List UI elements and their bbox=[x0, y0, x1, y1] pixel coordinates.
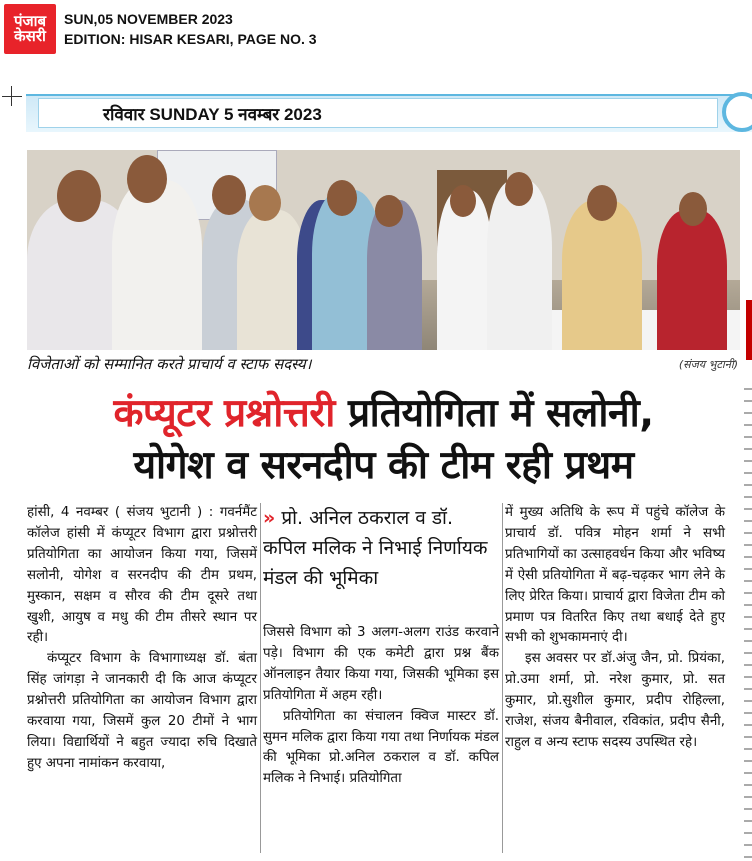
headline-line1-rest: प्रतियोगिता में सलोनी, bbox=[347, 391, 654, 436]
article-paragraph: में मुख्य अतिथि के रूप में पहुंचे कॉलेज के प्राचार्य डॉ. पवित्र मोहन शर्मा ने सभी प्रतिभागियों का उत्साहवर्धन किया और भविष्य में ऐसी प्रतियोगिता में बढ़-चढ़कर भाग लेने के लिए प्रेरित किया। प्राचार्य द्वारा विजेता टीम को प्रमाण पत्र वितरित किए तथा बधाई देते हुए सभी को शुभकामनाएं दी। bbox=[505, 505, 725, 646]
edition-page: EDITION: HISAR KESARI, PAGE NO. 3 bbox=[64, 31, 317, 47]
article-paragraph: हांसी, 4 नवम्बर ( संजय भुटानी ) : गवर्नमैंट कॉलेज हांसी में कंप्यूटर विभाग द्वारा प्रश्नोत्तरी प्रतियोगिता का आयोजन किया गया, जिसमें सलोनी, योगेश व सरनदीप की टीम प्रथम, मुस्कान, सक्षम व सौरव की टीम दूसरे तथा खुशी, आयुष व मधु की टीम तीसरे स्थान पर रही। bbox=[27, 505, 257, 646]
highlight-text: प्रो. अनिल ठकराल व डॉ. कपिल मलिक ने निभाई निर्णायक मंडल की भूमिका bbox=[263, 507, 488, 589]
article-paragraph: प्रतियोगिता का संचालन क्विज मास्टर डॉ. सुमन मलिक द्वारा किया गया तथा निर्णायक मंडल की भूमिका प्रो.अनिल ठकराल व डॉ. कपिल मलिक ने निभाई। प्रतियोगिता bbox=[263, 708, 499, 787]
registration-mark bbox=[2, 96, 22, 97]
photo-person-head bbox=[587, 185, 617, 221]
photo-person-head bbox=[127, 155, 167, 203]
registration-mark-vertical bbox=[11, 86, 12, 106]
photo-credit: (संजय भुटानी) bbox=[678, 358, 738, 371]
highlight-marker: » bbox=[263, 507, 276, 529]
column-divider bbox=[260, 503, 261, 853]
photo-person-head bbox=[375, 195, 403, 227]
article-paragraph: इस अवसर पर डॉ.अंजु जैन, प्रो. प्रियंका, प्रो.उमा शर्मा, प्रो. नरेश कुमार, प्रो. सत कुमार, प्रो.सुशील कुमार, प्रदीप रोहिल्ला, राजेश, संजय बैनीवाल, रविकांत, प्रदीप सैनी, राहुल व अन्य स्टाफ सदस्य उपस्थित रहे। bbox=[505, 651, 725, 750]
article-paragraph: कंप्यूटर विभाग के विभागाध्यक्ष डॉ. बंता सिंह जांगड़ा ने जानकारी दी कि आज कंप्यूटर प्रश्नोत्तरी प्रतियोगिता का आयोजन विभाग द्वारा करवाया गया, जिसमें कुल 20 टीमों ने भाग लिया। विद्यार्थियों ने बहुत ज्यादा रुचि दिखाते हुए अपना नामांकन करवाया, bbox=[27, 651, 257, 771]
photo-person bbox=[112, 180, 202, 350]
date-band-circle bbox=[722, 92, 752, 132]
publication-date: SUN,05 NOVEMBER 2023 bbox=[64, 11, 233, 27]
column-divider bbox=[502, 503, 503, 853]
logo-line2: केसरी bbox=[14, 27, 46, 45]
photo-person-head bbox=[327, 180, 357, 216]
edition-info bbox=[64, 9, 317, 49]
headline-line1 bbox=[27, 388, 740, 440]
photo-caption: विजेताओं को सम्मानित करते प्राचार्य व स्टाफ सदस्य। bbox=[27, 355, 312, 373]
photo-person-head bbox=[450, 185, 476, 217]
sidebar-highlight bbox=[263, 503, 499, 593]
photo-person bbox=[562, 200, 642, 350]
headline-red-part: कंप्यूटर प्रश्नोत्तरी bbox=[113, 391, 335, 436]
photo-person-head bbox=[212, 175, 246, 215]
logo-line1: पंजाब bbox=[13, 12, 47, 30]
date-band-box bbox=[38, 98, 718, 128]
photo-person-head bbox=[505, 172, 533, 206]
article-column-3 bbox=[505, 503, 725, 754]
photo-person bbox=[657, 210, 727, 350]
date-band-text: रविवार SUNDAY 5 नवम्बर 2023 bbox=[103, 104, 322, 124]
date-band bbox=[26, 94, 752, 132]
photo-person-head bbox=[679, 192, 707, 226]
headline-line2: योगेश व सरनदीप की टीम रही प्रथम bbox=[133, 443, 634, 488]
adjacent-article-edge bbox=[746, 300, 752, 360]
photo-person-head bbox=[57, 170, 101, 222]
news-photo bbox=[27, 150, 740, 350]
headline bbox=[27, 388, 740, 492]
article-column-1 bbox=[27, 503, 257, 775]
article-paragraph: जिससे विभाग को 3 अलग-अलग राउंड करवाने पड़े। विभाग की एक कमेटी द्वारा प्रश्न बैंक ऑनलाइन तैयार किया गया, जिसकी भूमिका इस प्रतियोगिता में अहम रही। bbox=[263, 625, 499, 703]
photo-caption-row bbox=[27, 354, 740, 374]
punjab-kesari-logo bbox=[4, 4, 56, 54]
article-column-2 bbox=[263, 623, 499, 790]
adjacent-article-text-edge bbox=[744, 378, 752, 858]
photo-person-head bbox=[249, 185, 281, 221]
